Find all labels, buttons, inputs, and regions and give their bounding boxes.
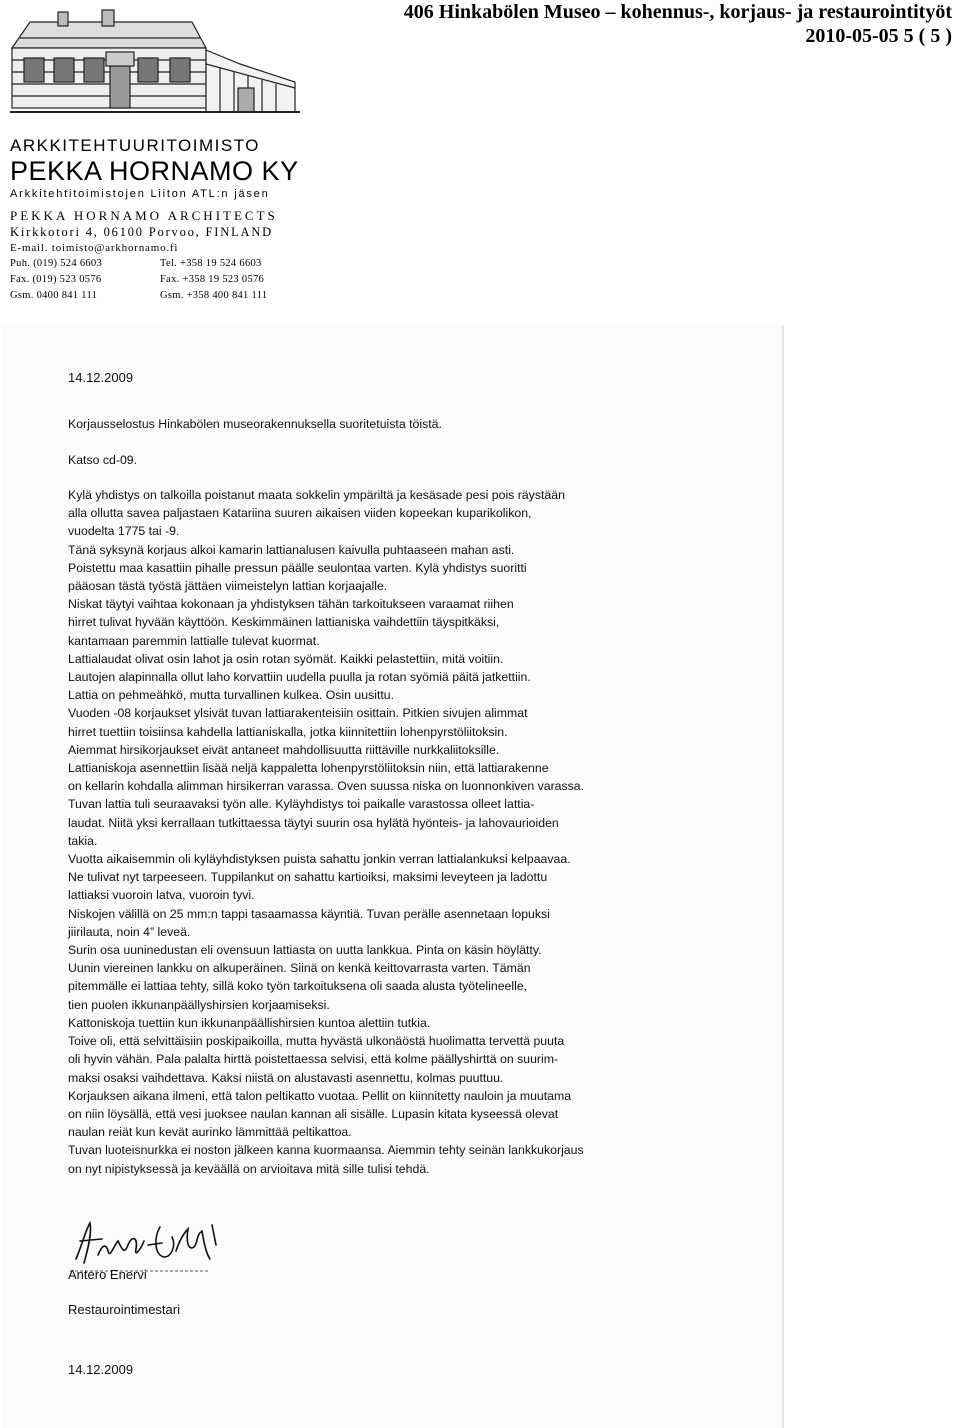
letter-date-bottom: 14.12.2009 <box>68 1362 134 1377</box>
building-drawing-logo <box>10 8 300 118</box>
letter-body-line: Tuvan luoteisnurkka ei noston jälkeen kanna kuormaansa. Aiemmin tehty seinän lankkukorjaus <box>68 1143 584 1158</box>
letter-body-line: tien puolen ikkunanpäällyshirsien korjaamiseksi. <box>68 997 330 1012</box>
letter-body-line: maksi osaksi vaihdettava. Kaksi niistä on alustavasti asennettu, kolmas puuttuu. <box>68 1070 504 1085</box>
handwritten-signature <box>68 1215 228 1273</box>
letter-body-line: laudat. Niitä yksi kerrallaan tutkittaessa täytyi suurin osa hylätä hyönteis- ja lahovaurioiden <box>68 815 559 830</box>
signer-title: Restaurointimestari <box>68 1302 180 1317</box>
firm-address: Kirkkotori 4, 06100 Porvoo, FINLAND <box>10 225 273 239</box>
letter-body-line: Surin osa uuninedustan eli ovensuun lattiasta on uutta lankkua. Pinta on käsin höylätty. <box>68 943 542 958</box>
letter-body-line: on niin löysällä, että vesi juoksee naulan kannan ali sisälle. Lupasin kitata kyseessä olevat <box>68 1106 559 1121</box>
firm-name-line1: ARKKITEHTUURITOIMISTO <box>10 136 261 155</box>
contact-domestic: Gsm. 0400 841 111 <box>10 290 98 301</box>
letter-body-line: Aiemmat hirsikorjaukset eivät antaneet mahdollisuutta riittäville nurkkaliitoksille. <box>68 742 500 757</box>
contact-domestic: Fax. (019) 523 0576 <box>10 274 102 285</box>
firm-name-english: PEKKA HORNAMO ARCHITECTS <box>10 208 278 223</box>
letter-body-line: Ne tulivat nyt tarpeeseen. Tuppilankut on sahattu kartioiksi, maksimi leveyteen ja ladottu <box>68 870 548 885</box>
letter-body-line: Uunin viereinen lankku on alkuperäinen. Siinä on kenkä keittovarrasta varten. Tämän <box>68 961 531 976</box>
letter-body-line: takia. <box>68 833 98 848</box>
letter-body-line: hirret tulivat hyvään käyttöön. Keskimmäinen lattianiska vaihdettiin täyspitkäksi, <box>68 615 500 630</box>
letter-body-line: Lattianiskoja asennettiin lisää neljä kappaletta lohenpyrstöliitoksin niin, että lattiarakenne <box>68 761 549 776</box>
letter-body-line: kantamaan paremmin lattialle tulevat kuormat. <box>68 633 320 648</box>
letter-date-top: 14.12.2009 <box>68 370 134 385</box>
letter-body-line: oli hyvin vähän. Pala palalta hirttä poistettaessa selvisi, että kolme päällyshirttä on suurim- <box>68 1052 559 1067</box>
letter-body-line: Tänä syksynä korjaus alkoi kamarin lattianalusen kaivulla puhtaaseen mahan asti. <box>68 542 515 557</box>
letter-body-line: Kattoniskoja tuettiin kun ikkunanpäällishirsien kuntoa alettiin tutkia. <box>68 1015 431 1030</box>
letter-body-line: Kylä yhdistys on talkoilla poistanut maata sokkelin ympäriltä ja kesäsade pesi pois räystään <box>68 488 565 502</box>
letter-subject: Korjausselostus Hinkabölen museorakennuksella suoritetuista töistä. <box>68 417 442 431</box>
letter-body <box>68 486 708 1178</box>
scanned-letter <box>2 325 784 1428</box>
firm-membership: Arkkitehtitoimistojen Liiton ATL:n jäsen <box>10 188 270 200</box>
letter-body-line: hirret tuettiin toisiinsa kahdella lattianiskalla, jotka kiinnitettiin lohenpyrstöliitoksin. <box>68 724 508 739</box>
contact-international: Fax. +358 19 523 0576 <box>160 274 265 285</box>
letter-body-line: Niskat täytyi vaihtaa kokonaan ja yhdistyksen tähän tarkoitukseen varaamat riihen <box>68 597 514 612</box>
signer-name: Antero Enervi <box>68 1267 147 1282</box>
letter-body-line: Lattia on pehmeähkö, mutta turvallinen kulkea. Osin uusittu. <box>68 688 395 703</box>
firm-info <box>10 136 310 304</box>
firm-name-line2: PEKKA HORNAMO KY <box>10 156 299 186</box>
letter-reference: Katso cd-09. <box>68 453 138 467</box>
letter-body-line: jiirilauta, noin 4” leveä. <box>68 924 191 939</box>
letter-body-line: naulan reiät kun kevät aurinko lämmittää peltikattoa. <box>68 1125 352 1140</box>
page-header <box>404 0 952 48</box>
letter-body-line: pääosan tästä työstä jättäen viimeistelyn lattian korjaajalle. <box>68 579 388 594</box>
document-title: 406 Hinkabölen Museo – kohennus-, korjaus- ja restaurointityöt <box>403 1 952 23</box>
contact-international: Gsm. +358 400 841 111 <box>160 290 268 301</box>
letterhead <box>10 8 310 308</box>
letter-body-line: Lautojen alapinnalla ollut laho korvattiin uudella puulla ja rotan syömiä päitä jatkettiin. <box>68 670 531 685</box>
letter-body-line: Vuoden -08 korjaukset ylsivät tuvan lattiarakenteisiin osittain. Pitkien sivujen alimmat <box>68 706 528 721</box>
letter-body-line: Niskojen välillä on 25 mm:n tappi tasaamassa käyntiä. Tuvan perälle asennetaan lopuksi <box>68 906 550 921</box>
document-date-page: 2010-05-05 5 ( 5 ) <box>805 25 952 47</box>
letter-body-line: Korjauksen aikana ilmeni, että talon peltikatto vuotaa. Pellit on kiinnitetty nauloin ja muutama <box>68 1088 572 1103</box>
firm-email: E-mail. toimisto@arkhornamo.fi <box>10 242 179 254</box>
letter-body-line: on nyt nipistyksessä ja keväällä on arvioitava mitä sille tulisi tehdä. <box>68 1161 430 1176</box>
letter-body-line: vuodelta 1775 tai -9. <box>68 524 180 539</box>
letter-body-line: Tuvan lattia tuli seuraavaksi työn alle. Kyläyhdistys toi paikalle varastossa olleet lattia- <box>68 797 535 812</box>
letter-body-line: on kellarin kohdalla alimman hirsikerran varassa. Oven suussa niska on luonnonkiven varassa. <box>68 779 585 794</box>
contact-international: Tel. +358 19 524 6603 <box>160 258 262 269</box>
letter-body-line: alla ollutta savea paljastaen Katariina suuren aikaisen viiden kopeekan kuparikolikon, <box>68 506 532 521</box>
firm-contacts <box>10 256 310 304</box>
letter-body-line: lattiaksi vuoroin latva, vuoroin tyvi. <box>68 888 255 903</box>
letter-body-line: Toive oli, että selvittäisiin poskipaikoilla, mutta hyvästä ulkonäöstä huolimatta tervettä puuta <box>68 1034 565 1049</box>
contact-domestic: Puh. (019) 524 6603 <box>10 258 103 269</box>
letter-body-line: Poistettu maa kasattiin pihalle pressun päälle seulontaa varten. Kylä yhdistys suoritti <box>68 560 527 575</box>
letter-body-line: Vuotta aikaisemmin oli kyläyhdistyksen puista sahattu jonkin verran lattialankuksi kelpaavaa. <box>68 852 571 867</box>
letter-body-line: Lattialaudat olivat osin lahot ja osin rotan syömät. Kaikki pelastettiin, mitä voitiin. <box>68 651 504 666</box>
letter-body-line: pitemmälle ei lattiaa tehty, sillä koko työn tarkoituksena oli saada alusta työtelineelle, <box>68 979 528 994</box>
